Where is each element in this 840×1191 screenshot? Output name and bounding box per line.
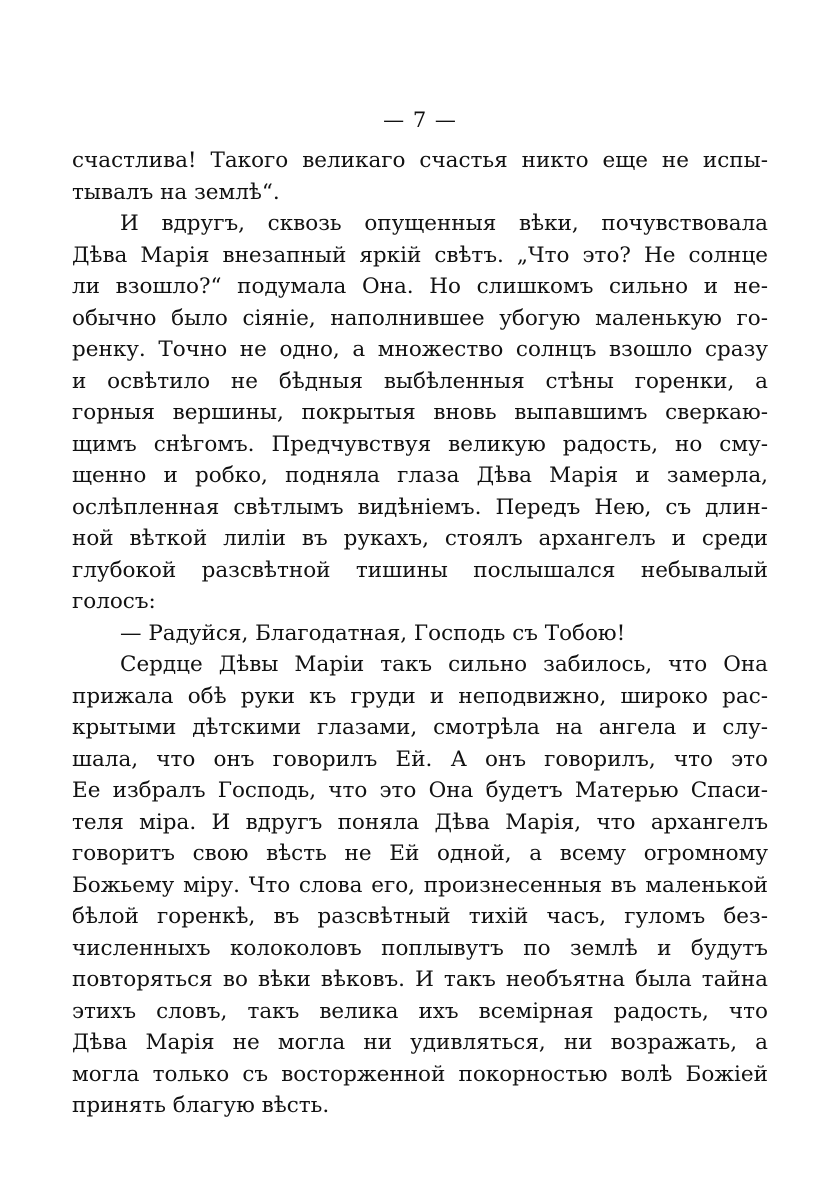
text-line: — Радуйся, Благодатная, Господь съ Тобою! bbox=[120, 620, 626, 646]
text-line: ли взошло?“ подумала Она. Но слишкомъ сильно и не- bbox=[72, 274, 768, 299]
text-line: И вдругъ, сквозь опущенныя вѣки, почувствовала bbox=[120, 211, 768, 236]
text-line: Сердце Дѣвы Маріи такъ сильно забилось, что Она bbox=[120, 652, 768, 677]
text-line: счастлива! Такого великаго счастья никто еще не испы- bbox=[72, 148, 768, 173]
text-line: бѣлой горенкѣ, въ разсвѣтный тихій часъ, гуломъ без- bbox=[72, 904, 768, 929]
text-line: глубокой разсвѣтной тишины послышался небывалый bbox=[72, 557, 768, 583]
text-line: голосъ: bbox=[72, 589, 156, 614]
page-number: — 7 — bbox=[383, 108, 457, 132]
text-line: обычно было сіяніе, наполнившее убогую маленькую го- bbox=[72, 305, 768, 331]
text-line: повторяться во вѣки вѣковъ. И такъ необъятна была тайна bbox=[72, 967, 768, 992]
text-line: этихъ словъ, такъ велика ихъ всемірная радость, что bbox=[72, 998, 768, 1024]
text-line: говоритъ свою вѣсть не Ей одной, а всему огромному bbox=[72, 841, 768, 866]
text-line: принять благую вѣсть. bbox=[72, 1093, 330, 1118]
text-line: щимъ снѣгомъ. Предчувствуя великую радость, но сму- bbox=[72, 431, 768, 457]
text-line: горныя вершины, покрытыя вновь выпавшимъ сверкаю- bbox=[72, 400, 768, 425]
text-line: Божьему міру. Что слова его, произнесенныя въ маленькой bbox=[72, 872, 768, 898]
text-line: щенно и робко, подняла глаза Дѣва Марія и замерла, bbox=[72, 463, 768, 488]
text-line: ослѣпленная свѣтлымъ видѣніемъ. Передъ Нею, съ длин- bbox=[72, 494, 768, 520]
text-line: Дѣва Марія не могла ни удивляться, ни возражать, а bbox=[72, 1030, 768, 1055]
text-line: ной вѣткой лиліи въ рукахъ, стоялъ архангелъ и среди bbox=[72, 526, 768, 551]
text-line: шала, что онъ говорилъ Ей. А онъ говорилъ, что это bbox=[72, 746, 768, 772]
text-line: ренку. Точно не одно, а множество солнцъ взошло сразу bbox=[72, 337, 768, 362]
text-line: численныхъ колоколовъ поплывутъ по землѣ и будутъ bbox=[72, 935, 768, 961]
text-line: Дѣва Марія внезапный яркій свѣтъ. „Что это? Не солнце bbox=[72, 242, 768, 268]
body-text bbox=[72, 145, 768, 1122]
text-line: тывалъ на землѣ“. bbox=[72, 179, 280, 205]
text-line: крытыми дѣтскими глазами, смотрѣла на ангела и слу- bbox=[72, 715, 768, 740]
text-line: могла только съ восторженной покорностью волѣ Божіей bbox=[72, 1061, 768, 1087]
text-line: Ее избралъ Господь, что это Она будетъ Матерью Спаси- bbox=[72, 778, 768, 803]
text-line: и освѣтило не бѣдныя выбѣленныя стѣны горенки, а bbox=[72, 368, 768, 394]
text-line: теля міра. И вдругъ поняла Дѣва Марія, что архангелъ bbox=[72, 809, 768, 835]
text-line: прижала обѣ руки къ груди и неподвижно, широко рас- bbox=[72, 683, 768, 709]
